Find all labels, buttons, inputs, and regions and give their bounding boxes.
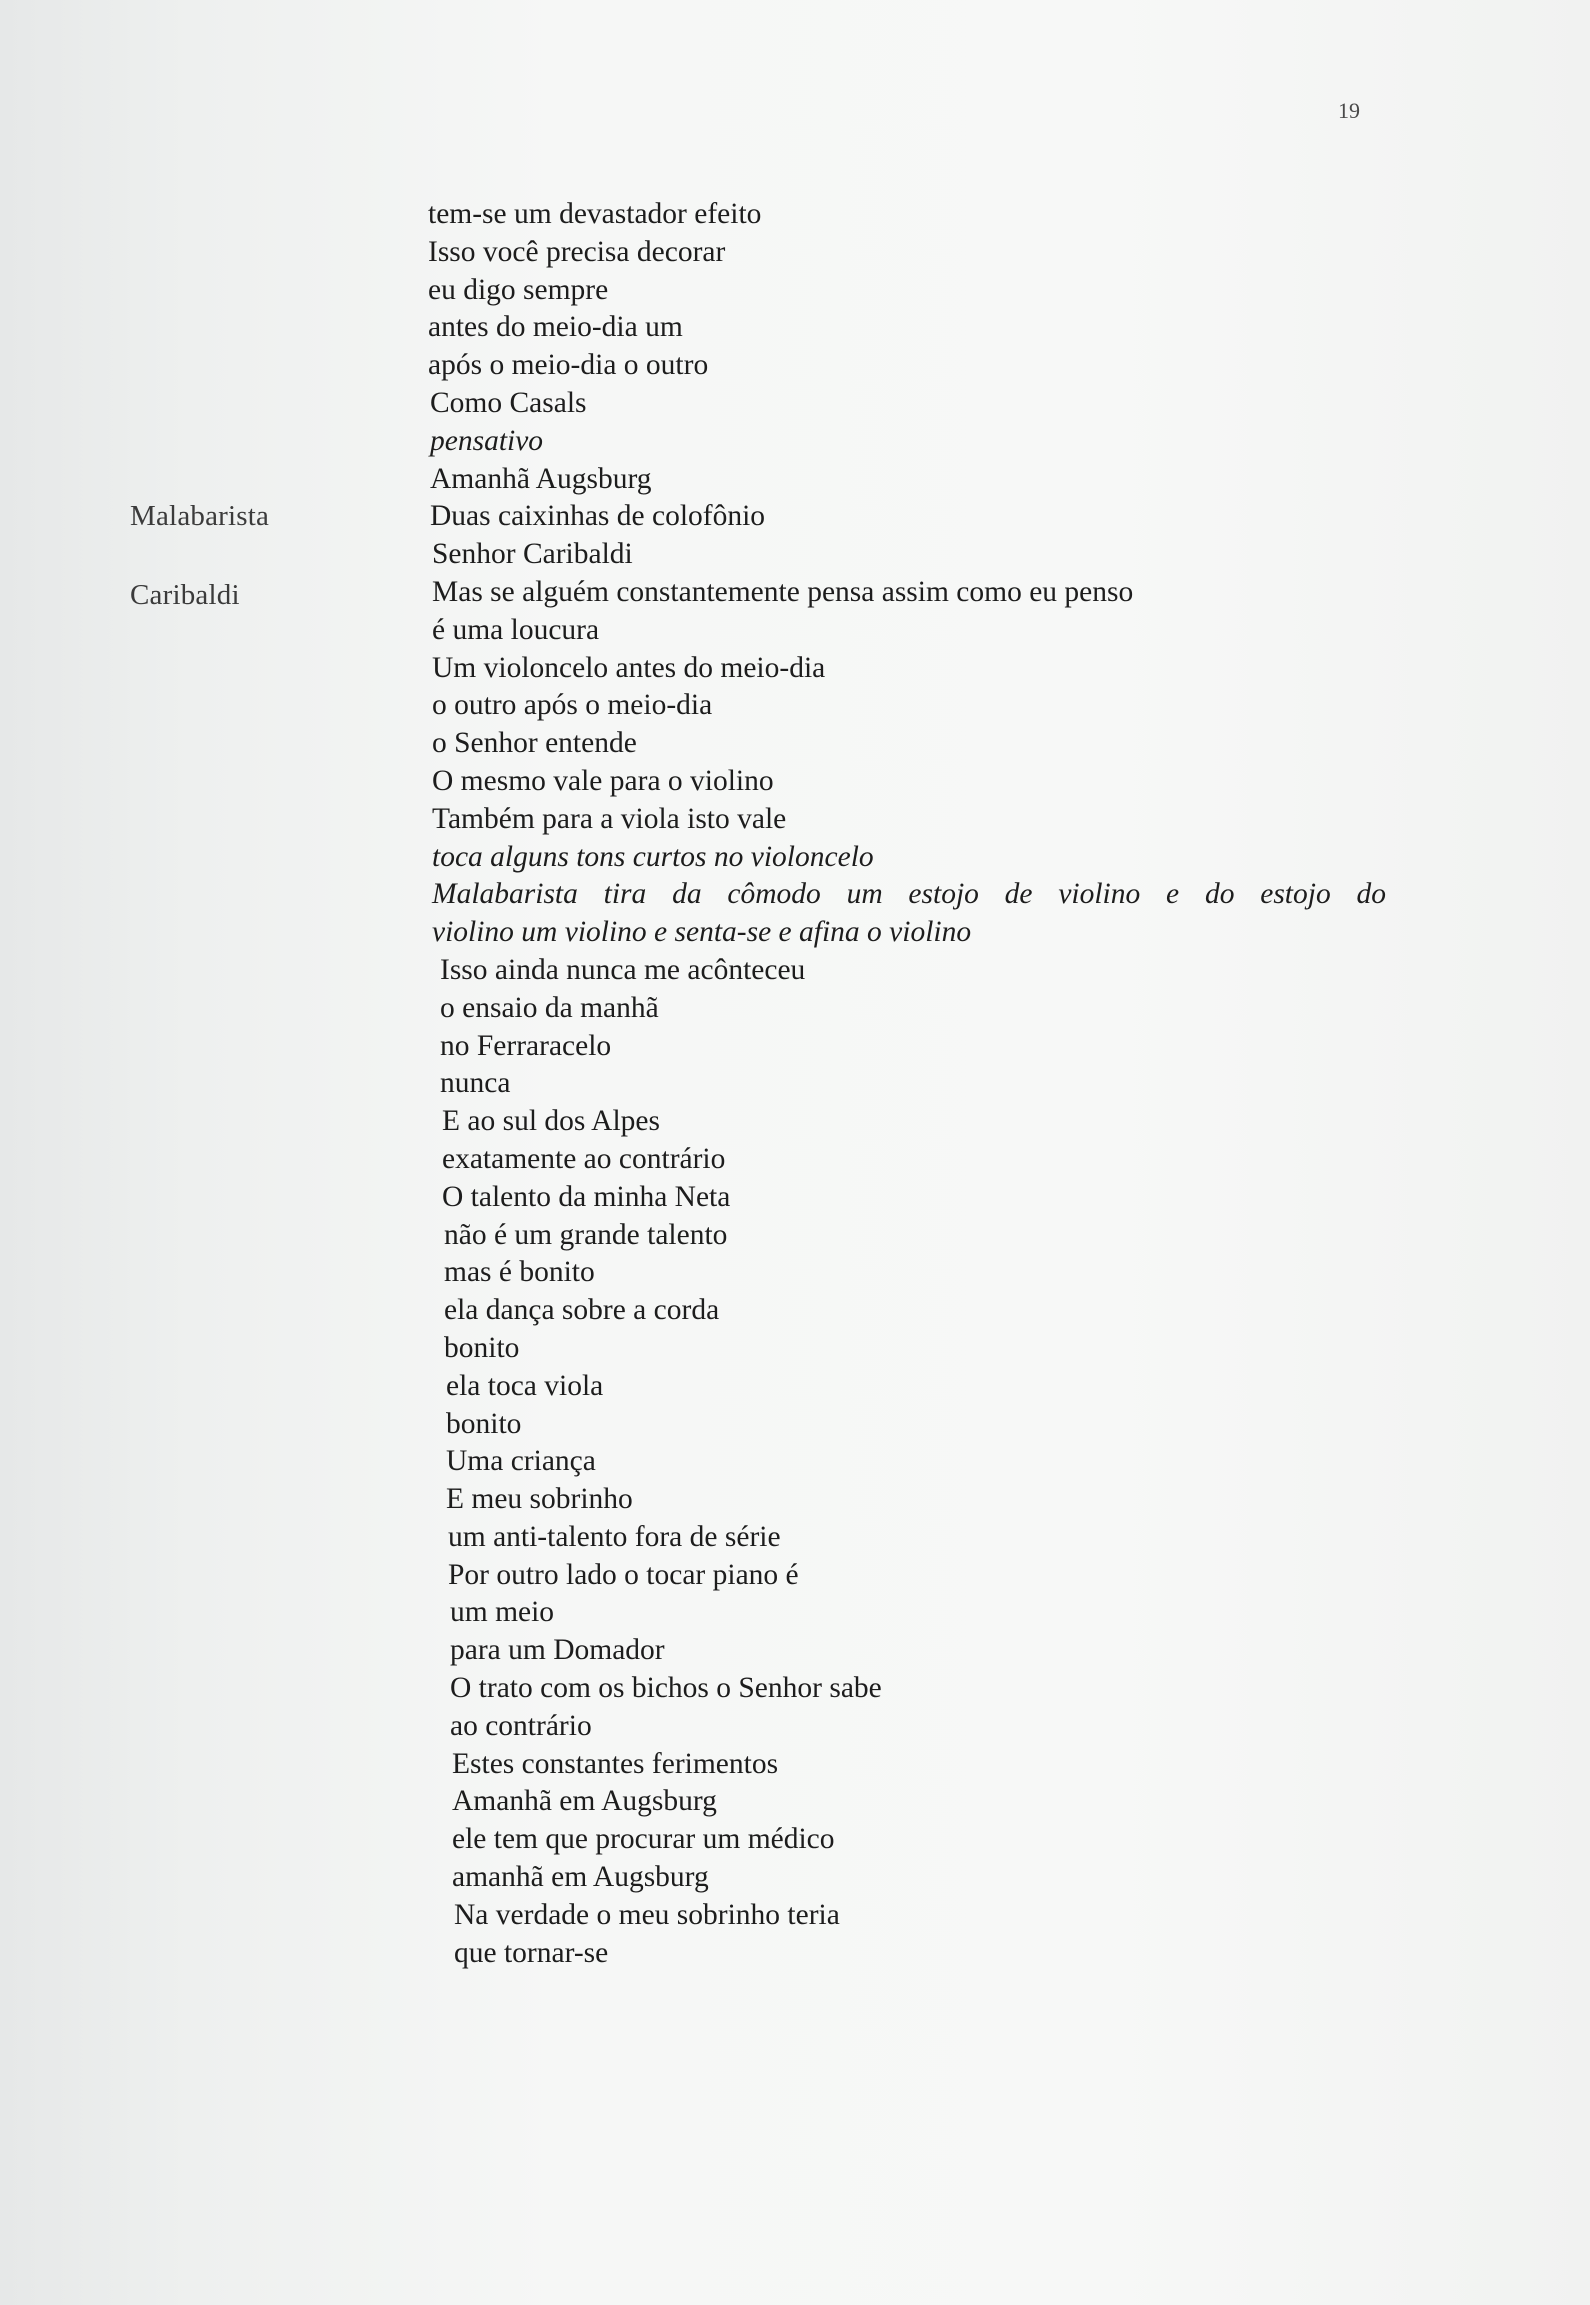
speaker-label-caribaldi: Caribaldi bbox=[130, 579, 240, 611]
dialogue-line: eu digo sempre bbox=[428, 273, 609, 306]
dialogue-line: O mesmo vale para o violino bbox=[432, 764, 774, 797]
stage-direction: violino um violino e senta-se e afina o violino bbox=[432, 916, 972, 949]
dialogue-line: antes do meio-dia um bbox=[428, 311, 683, 344]
dialogue-line: Duas caixinhas de colofônio bbox=[430, 500, 766, 533]
dialogue-lines bbox=[428, 196, 1428, 2010]
dialogue-line: o Senhor entende bbox=[432, 727, 637, 760]
dialogue-line: Isso você precisa decorar bbox=[428, 235, 726, 268]
dialogue-line: ela dança sobre a corda bbox=[444, 1294, 720, 1327]
dialogue-line: um anti-talento fora de série bbox=[448, 1520, 781, 1553]
dialogue-line: O trato com os bichos o Senhor sabe bbox=[450, 1672, 882, 1705]
dialogue-line: Isso ainda nunca me acônteceu bbox=[440, 953, 806, 986]
dialogue-line: Estes constantes ferimentos bbox=[452, 1747, 779, 1780]
dialogue-line: no Ferraracelo bbox=[440, 1029, 612, 1062]
stage-direction: pensativo bbox=[430, 424, 544, 457]
stage-direction: Malabarista tira da cômodo um estojo de violino e do estojo do bbox=[432, 878, 1386, 911]
dialogue-line: Também para a viola isto vale bbox=[432, 802, 787, 835]
dialogue-line: após o meio-dia o outro bbox=[428, 349, 709, 382]
dialogue-line: um meio bbox=[450, 1596, 555, 1629]
dialogue-line: nunca bbox=[440, 1067, 511, 1100]
dialogue-line: o outro após o meio-dia bbox=[432, 689, 713, 722]
dialogue-line: ela toca viola bbox=[446, 1369, 604, 1402]
dialogue-line: o ensaio da manhã bbox=[440, 991, 659, 1024]
dialogue-line: bonito bbox=[446, 1407, 522, 1440]
dialogue-line: tem-se um devastador efeito bbox=[428, 198, 762, 230]
dialogue-line: ao contrário bbox=[450, 1709, 592, 1742]
dialogue-line: ele tem que procurar um médico bbox=[452, 1823, 835, 1856]
dialogue-line: Uma criança bbox=[446, 1445, 596, 1478]
dialogue-line: Senhor Caribaldi bbox=[432, 538, 633, 571]
dialogue-line: Mas se alguém constantemente pensa assim como eu penso bbox=[432, 575, 1134, 608]
dialogue-line: Um violoncelo antes do meio-dia bbox=[432, 651, 826, 684]
stage-direction: toca alguns tons curtos no violoncelo bbox=[432, 840, 874, 873]
dialogue-line: exatamente ao contrário bbox=[442, 1142, 726, 1175]
dialogue-line: bonito bbox=[444, 1331, 520, 1364]
dialogue-line bbox=[454, 1972, 1428, 2010]
dialogue-line: O talento da minha Neta bbox=[442, 1180, 731, 1213]
page-number: 19 bbox=[1338, 98, 1360, 123]
dialogue-line: que tornar-se bbox=[454, 1936, 609, 1969]
dialogue-line: E ao sul dos Alpes bbox=[442, 1105, 660, 1138]
dialogue-line: Amanhã Augsburg bbox=[430, 462, 652, 495]
dialogue-line: é uma loucura bbox=[432, 613, 600, 646]
dialogue-line: Na verdade o meu sobrinho teria bbox=[454, 1898, 840, 1931]
dialogue-line: amanhã em Augsburg bbox=[452, 1861, 709, 1894]
speaker-label-malabarista: Malabarista bbox=[130, 500, 270, 532]
dialogue-line: E meu sobrinho bbox=[446, 1483, 633, 1516]
dialogue-line: Por outro lado o tocar piano é bbox=[448, 1558, 799, 1591]
dialogue-line: Como Casals bbox=[430, 386, 587, 419]
dialogue-line: Amanhã em Augsburg bbox=[452, 1785, 717, 1818]
dialogue-line: para um Domador bbox=[450, 1634, 665, 1667]
dialogue-line: não é um grande talento bbox=[444, 1218, 728, 1251]
dialogue-line: mas é bonito bbox=[444, 1256, 595, 1289]
